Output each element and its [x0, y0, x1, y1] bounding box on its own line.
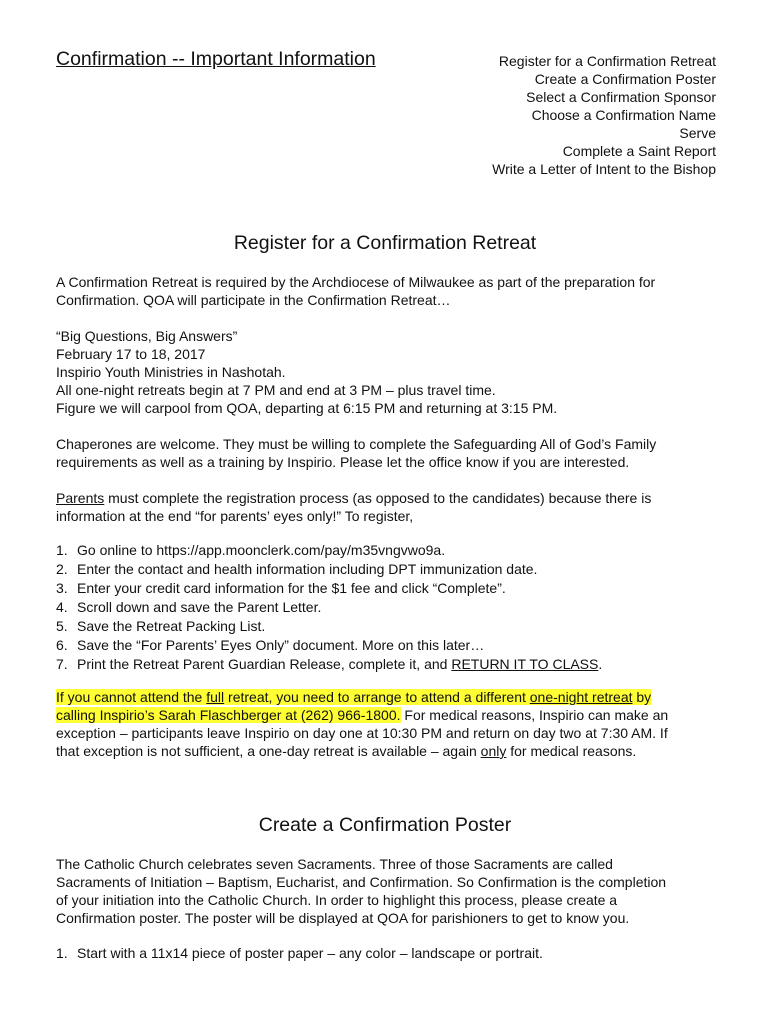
highlighted-text: calling Inspirio’s Sarah Flaschberger at (262) 966-1800. [56, 707, 401, 723]
parents-text: information at the end “for parents’ eyes only!” To register, [56, 508, 414, 524]
chaperone-line: requirements as well as a training by Inspirio. Please let the office know if you are interested. [56, 454, 630, 470]
list-item [56, 560, 718, 579]
toc-item: Create a Confirmation Poster [534, 71, 716, 87]
list-item [56, 617, 718, 636]
step-number: 2. [56, 561, 68, 577]
retreat-event-details [56, 327, 718, 417]
poster-line: The Catholic Church celebrates seven Sacraments. Three of those Sacraments are called [56, 856, 613, 872]
step-text: Enter the contact and health information including DPT immunization date. [77, 561, 538, 577]
step-number: 1. [56, 945, 68, 961]
warning-emphasis: one-night retreat [529, 689, 633, 705]
poster-line: of your initiation into the Catholic Church. In order to highlight this process, please create a [56, 892, 618, 908]
return-to-class-emphasis: RETURN IT TO CLASS [451, 656, 599, 672]
step-number: 1. [56, 542, 68, 558]
poster-heading: Create a Confirmation Poster [258, 814, 512, 836]
list-item [56, 541, 718, 560]
highlighted-text [56, 689, 651, 705]
list-item [56, 579, 718, 598]
step-number: 5. [56, 618, 68, 634]
step-text: Save the “For Parents’ Eyes Only” document. More on this later… [77, 637, 485, 653]
warning-text: that exception is not sufficient, a one-day retreat is available – again [56, 743, 481, 759]
list-item [56, 655, 718, 674]
step-text: Scroll down and save the Parent Letter. [77, 599, 322, 615]
step-number: 6. [56, 637, 68, 653]
step-number: 7. [56, 656, 68, 672]
toc-item: Write a Letter of Intent to the Bishop [492, 161, 716, 177]
toc-item: Complete a Saint Report [562, 143, 716, 159]
warning-emphasis: full [206, 689, 225, 705]
toc-item: Choose a Confirmation Name [531, 107, 716, 123]
list-item [56, 636, 718, 655]
toc-item: Register for a Confirmation Retreat [498, 53, 716, 69]
parents-text: must complete the registration process (as opposed to the candidates) because there is [104, 490, 652, 506]
warning-text: for medical reasons. [506, 743, 637, 759]
event-location: Inspirio Youth Ministries in Nashotah. [56, 364, 286, 380]
step-text: Enter your credit card information for the $1 fee and click “Complete”. [77, 580, 506, 596]
poster-line: Confirmation poster. The poster will be displayed at QOA for parishioners to get to know you. [56, 910, 630, 926]
list-item [56, 944, 718, 963]
step-number: 3. [56, 580, 68, 596]
step-number: 4. [56, 599, 68, 615]
step-text: Start with a 11x14 piece of poster paper – any color – landscape or portrait. [77, 945, 543, 961]
chaperone-line: Chaperones are welcome. They must be willing to complete the Safeguarding All of God’s Family [56, 436, 657, 452]
warning-emphasis: only [480, 743, 507, 759]
warning-text: retreat, you need to arrange to attend a different [224, 689, 530, 705]
toc-item: Select a Confirmation Sponsor [526, 89, 716, 105]
list-item [56, 598, 718, 617]
warning-text: by [632, 689, 652, 705]
step-text-end: . [598, 656, 603, 672]
document-title: Confirmation -- Important Information [56, 48, 376, 70]
retreat-intro [56, 273, 718, 309]
event-name: “Big Questions, Big Answers” [56, 328, 238, 344]
warning-text: If you cannot attend the [56, 689, 207, 705]
intro-line: A Confirmation Retreat is required by the Archdiocese of Milwaukee as part of the preparation for [56, 274, 656, 290]
poster-line: Sacraments of Initiation – Baptism, Eucharist, and Confirmation. So Confirmation is the completion [56, 874, 667, 890]
warning-text: exception – participants leave Inspirio on day one at 10:30 PM and return on day two at 7:30 AM. If [56, 725, 668, 741]
full-retreat-warning [56, 688, 718, 760]
parents-word: Parents [56, 490, 105, 506]
step-text: Go online to https://app.moonclerk.com/pay/m35vngvwo9a. [77, 542, 446, 558]
intro-line: Confirmation. QOA will participate in the Confirmation Retreat… [56, 292, 451, 308]
event-carpool: Figure we will carpool from QOA, departing at 6:15 PM and returning at 3:15 PM. [56, 400, 558, 416]
event-dates: February 17 to 18, 2017 [56, 346, 206, 362]
poster-paragraph [56, 855, 718, 927]
registration-steps [56, 541, 718, 674]
step-text: Print the Retreat Parent Guardian Release, complete it, and [77, 656, 452, 672]
poster-steps [56, 944, 718, 963]
parents-paragraph [56, 489, 718, 525]
event-times: All one-night retreats begin at 7 PM and end at 3 PM – plus travel time. [56, 382, 496, 398]
table-of-contents [386, 52, 716, 178]
warning-text: For medical reasons, Inspirio can make an [400, 707, 669, 723]
toc-item: Serve [679, 125, 716, 141]
retreat-heading: Register for a Confirmation Retreat [233, 232, 537, 254]
chaperone-paragraph [56, 435, 718, 471]
step-text: Save the Retreat Packing List. [77, 618, 266, 634]
